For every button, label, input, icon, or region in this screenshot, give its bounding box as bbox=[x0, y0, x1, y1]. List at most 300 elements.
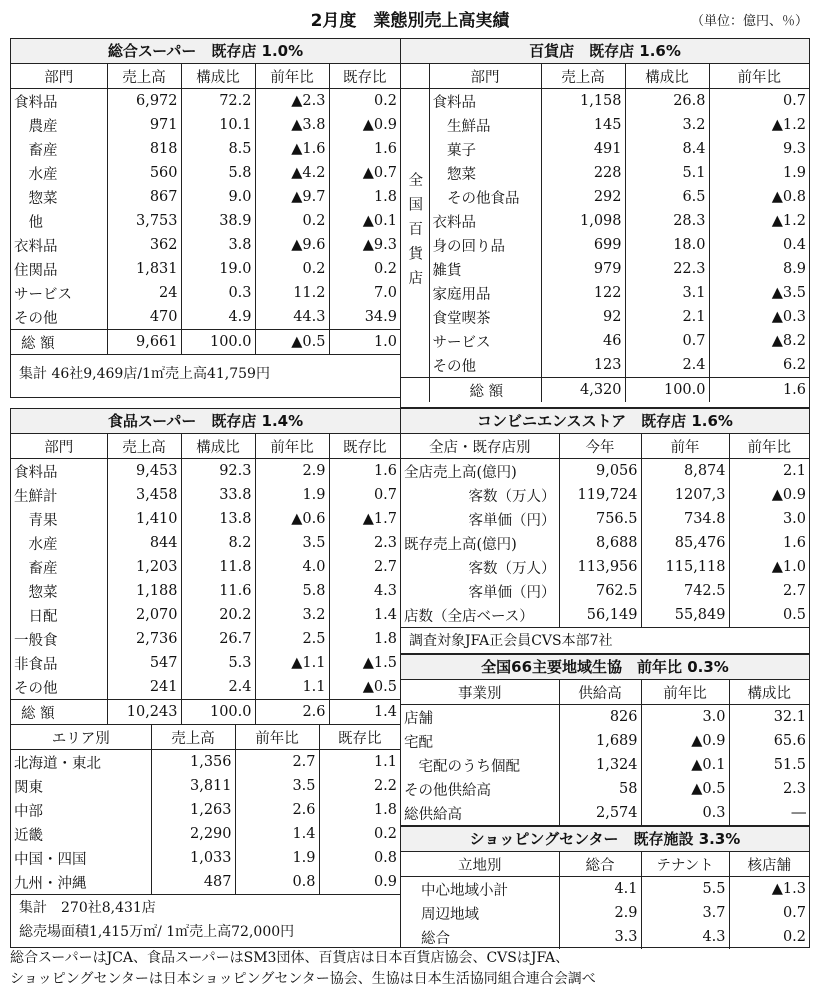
area-cell: 1,263 bbox=[151, 798, 235, 822]
area-col-header: 前年比 bbox=[235, 725, 319, 750]
sm-cell: 青果 bbox=[14, 512, 58, 529]
cvs-row bbox=[401, 555, 809, 579]
sm-cell: 2.4 bbox=[181, 675, 255, 700]
sm-cell: 92.3 bbox=[181, 459, 255, 484]
dept-cell: 6.2 bbox=[709, 353, 809, 378]
sm-cell: 2.3 bbox=[329, 531, 400, 555]
gms-total-cell: 1.0 bbox=[329, 330, 400, 355]
gms-cell: ▲3.8 bbox=[255, 113, 329, 137]
dept-cell: 123 bbox=[541, 353, 625, 378]
sm-cell: ▲1.7 bbox=[329, 507, 400, 531]
area-cell: 1.8 bbox=[319, 798, 400, 822]
gms-cell: 0.2 bbox=[329, 89, 400, 114]
cvs-cell: 9,056 bbox=[559, 459, 641, 484]
gms-cell: 衣料品 bbox=[14, 238, 58, 255]
area-cell: 2.6 bbox=[235, 798, 319, 822]
sm-cell: 2.5 bbox=[255, 627, 329, 651]
sm-note-1: 集計 270社8,431店 bbox=[19, 900, 156, 916]
sm-row bbox=[11, 483, 400, 507]
coop-cell: 51.5 bbox=[729, 753, 809, 777]
area-cell: 1.4 bbox=[235, 822, 319, 846]
dept-panel bbox=[400, 38, 810, 408]
cvs-cell: ▲1.0 bbox=[729, 555, 809, 579]
sm-cell: ▲1.5 bbox=[329, 651, 400, 675]
coop-header: 全国66主要地域生協 前年比 0.3% bbox=[401, 655, 809, 680]
dept-row bbox=[401, 185, 809, 209]
dept-cell: ▲1.2 bbox=[709, 209, 809, 233]
sc-panel bbox=[400, 826, 810, 948]
gms-cell: 10.1 bbox=[181, 113, 255, 137]
sc-cell: 0.2 bbox=[729, 925, 809, 949]
gms-cell: 0.2 bbox=[329, 257, 400, 281]
gms-cell: 7.0 bbox=[329, 281, 400, 305]
dept-header: 百貨店 既存店 1.6% bbox=[401, 39, 809, 64]
cvs-cell: 8,874 bbox=[641, 459, 729, 484]
cvs-cell: 3.0 bbox=[729, 507, 809, 531]
sm-cell: 8.2 bbox=[181, 531, 255, 555]
sm-cell: 3,458 bbox=[107, 483, 181, 507]
dept-cell: 1.9 bbox=[709, 161, 809, 185]
sm-cell: 9,453 bbox=[107, 459, 181, 484]
sc-col-header: テナント bbox=[641, 852, 729, 877]
sm-col-header: 前年比 bbox=[255, 434, 329, 459]
dept-cell: サービス bbox=[429, 329, 541, 353]
sm-panel bbox=[10, 408, 401, 948]
dept-cell: 22.3 bbox=[625, 257, 709, 281]
dept-cell: 2.4 bbox=[625, 353, 709, 378]
gms-cell: 0.2 bbox=[255, 209, 329, 233]
footer-line-2: ショッピングセンターは日本ショッピングセンター協会、生協は日本生活協同組合連合会調べ bbox=[10, 971, 596, 987]
sm-cell: 2.9 bbox=[255, 459, 329, 484]
dept-row bbox=[401, 209, 809, 233]
dept-cell: 26.8 bbox=[625, 89, 709, 114]
area-cell: 2,290 bbox=[151, 822, 235, 846]
dept-row bbox=[401, 281, 809, 305]
sm-cell: 0.7 bbox=[329, 483, 400, 507]
cvs-cell: 1.6 bbox=[729, 531, 809, 555]
area-row bbox=[11, 774, 400, 798]
sc-cell: ▲1.3 bbox=[729, 877, 809, 902]
gms-row bbox=[11, 233, 400, 257]
gms-cell: 1.8 bbox=[329, 185, 400, 209]
area-cell: 関東 bbox=[14, 779, 43, 796]
dept-cell: 122 bbox=[541, 281, 625, 305]
sc-row bbox=[401, 925, 809, 949]
cvs-cell: 756.5 bbox=[559, 507, 641, 531]
sm-cell: 3.2 bbox=[255, 603, 329, 627]
sc-col-header: 総合 bbox=[559, 852, 641, 877]
gms-cell: ▲2.3 bbox=[255, 89, 329, 114]
coop-row bbox=[401, 801, 809, 825]
coop-cell: ▲0.9 bbox=[641, 729, 729, 753]
area-row bbox=[11, 870, 400, 894]
coop-cell: 宅配 bbox=[404, 734, 433, 751]
area-col-header: 売上高 bbox=[151, 725, 235, 750]
area-cell: 487 bbox=[151, 870, 235, 894]
sm-area-table bbox=[11, 724, 400, 894]
gms-row bbox=[11, 137, 400, 161]
cvs-header: コンビニエンスストア 既存店 1.6% bbox=[401, 409, 809, 434]
coop-cell: 1,324 bbox=[559, 753, 641, 777]
gms-cell: 1,831 bbox=[107, 257, 181, 281]
coop-cell: ― bbox=[729, 801, 809, 825]
sm-row bbox=[11, 651, 400, 675]
dept-cell: 3.2 bbox=[625, 113, 709, 137]
sm-total-cell: 2.6 bbox=[255, 700, 329, 725]
area-cell: 近畿 bbox=[14, 827, 43, 844]
gms-table bbox=[11, 64, 400, 354]
cvs-row bbox=[401, 603, 809, 627]
gms-col-header: 部門 bbox=[11, 64, 107, 89]
dept-cell: 生鮮品 bbox=[429, 113, 541, 137]
sm-cell: 20.2 bbox=[181, 603, 255, 627]
gms-cell: ▲0.9 bbox=[329, 113, 400, 137]
dept-table bbox=[401, 64, 809, 402]
dept-cell: 身の回り品 bbox=[429, 233, 541, 257]
cvs-cell: 113,956 bbox=[559, 555, 641, 579]
gms-row bbox=[11, 185, 400, 209]
footer-notes bbox=[10, 948, 596, 990]
gms-cell: 3,753 bbox=[107, 209, 181, 233]
dept-row bbox=[401, 305, 809, 329]
cvs-row bbox=[401, 459, 809, 484]
sm-cell: ▲0.5 bbox=[329, 675, 400, 700]
dept-cell: 0.7 bbox=[709, 89, 809, 114]
sm-note-2: 総売場面積1,415万㎡/ 1㎡売上高72,000円 bbox=[19, 924, 295, 940]
area-cell: 0.9 bbox=[319, 870, 400, 894]
cvs-cell: 85,476 bbox=[641, 531, 729, 555]
dept-total-cell: 1.6 bbox=[709, 378, 809, 403]
dept-cell: 2.1 bbox=[625, 305, 709, 329]
sm-cell: 547 bbox=[107, 651, 181, 675]
cvs-cell: 1207,3 bbox=[641, 483, 729, 507]
coop-cell: 65.6 bbox=[729, 729, 809, 753]
dept-cell: ▲3.5 bbox=[709, 281, 809, 305]
gms-cell: 住関品 bbox=[14, 262, 58, 279]
coop-cell: 1,689 bbox=[559, 729, 641, 753]
gms-cell: サービス bbox=[14, 286, 72, 303]
dept-total-cell: 100.0 bbox=[625, 378, 709, 403]
coop-cell: 宅配のうち個配 bbox=[404, 758, 520, 775]
cvs-cell: 2.7 bbox=[729, 579, 809, 603]
sm-cell: 2.7 bbox=[329, 555, 400, 579]
sm-cell: 5.8 bbox=[255, 579, 329, 603]
sm-row bbox=[11, 507, 400, 531]
sm-cell: 1.1 bbox=[255, 675, 329, 700]
dept-side-label: 全国百貨店 bbox=[406, 171, 423, 295]
area-cell: 3.5 bbox=[235, 774, 319, 798]
sm-cell: 13.8 bbox=[181, 507, 255, 531]
area-col-header: 既存比 bbox=[319, 725, 400, 750]
sm-cell: 844 bbox=[107, 531, 181, 555]
area-cell: 中部 bbox=[14, 803, 43, 820]
sm-col-header: 部門 bbox=[11, 434, 107, 459]
gms-cell: 867 bbox=[107, 185, 181, 209]
gms-header: 総合スーパー 既存店 1.0% bbox=[11, 39, 400, 64]
area-cell: 2.7 bbox=[235, 750, 319, 775]
gms-cell: 470 bbox=[107, 305, 181, 330]
sm-cell: 非食品 bbox=[14, 656, 58, 673]
gms-cell: ▲0.1 bbox=[329, 209, 400, 233]
dept-cell: 3.1 bbox=[625, 281, 709, 305]
gms-total-cell: 9,661 bbox=[107, 330, 181, 355]
sm-cell: 1.6 bbox=[329, 459, 400, 484]
area-row bbox=[11, 846, 400, 870]
gms-cell: ▲9.3 bbox=[329, 233, 400, 257]
sm-table bbox=[11, 434, 400, 724]
sm-cell: 4.0 bbox=[255, 555, 329, 579]
area-cell: 0.8 bbox=[235, 870, 319, 894]
gms-cell: 362 bbox=[107, 233, 181, 257]
gms-row bbox=[11, 257, 400, 281]
gms-row bbox=[11, 209, 400, 233]
cvs-row bbox=[401, 507, 809, 531]
sc-table bbox=[401, 852, 809, 949]
gms-total-cell: 総 額 bbox=[11, 330, 107, 355]
dept-total-cell: 総 額 bbox=[429, 378, 541, 403]
gms-row bbox=[11, 89, 400, 114]
sm-col-header: 既存比 bbox=[329, 434, 400, 459]
cvs-cell: 56,149 bbox=[559, 603, 641, 627]
dept-total-spacer bbox=[401, 378, 429, 403]
area-cell: 1.9 bbox=[235, 846, 319, 870]
sm-cell: 一般食 bbox=[14, 632, 58, 649]
gms-row bbox=[11, 281, 400, 305]
sm-cell: 5.3 bbox=[181, 651, 255, 675]
dept-cell: ▲8.2 bbox=[709, 329, 809, 353]
coop-col-header: 構成比 bbox=[729, 680, 809, 705]
sm-cell: 生鮮計 bbox=[14, 488, 58, 505]
cvs-col-header: 前年 bbox=[641, 434, 729, 459]
gms-cell: 971 bbox=[107, 113, 181, 137]
gms-row bbox=[11, 305, 400, 330]
coop-row bbox=[401, 753, 809, 777]
dept-row bbox=[401, 137, 809, 161]
dept-row bbox=[401, 89, 809, 114]
sm-cell: 4.3 bbox=[329, 579, 400, 603]
dept-row bbox=[401, 353, 809, 378]
dept-row bbox=[401, 257, 809, 281]
coop-col-header: 供給高 bbox=[559, 680, 641, 705]
coop-cell: 826 bbox=[559, 705, 641, 730]
area-cell: 2.2 bbox=[319, 774, 400, 798]
coop-cell: 0.3 bbox=[641, 801, 729, 825]
gms-cell: 24 bbox=[107, 281, 181, 305]
dept-cell: 145 bbox=[541, 113, 625, 137]
sm-cell: 2,736 bbox=[107, 627, 181, 651]
dept-col-header: 部門 bbox=[429, 64, 541, 89]
sm-row bbox=[11, 555, 400, 579]
cvs-col-header: 今年 bbox=[559, 434, 641, 459]
gms-col-header: 前年比 bbox=[255, 64, 329, 89]
cvs-cell: ▲0.9 bbox=[729, 483, 809, 507]
sm-cell: その他 bbox=[14, 680, 58, 697]
dept-cell: 8.9 bbox=[709, 257, 809, 281]
area-cell: 中国・四国 bbox=[14, 851, 87, 868]
sc-header: ショッピングセンター 既存施設 3.3% bbox=[401, 827, 809, 852]
cvs-cell: 客単価（円） bbox=[468, 512, 556, 529]
area-cell: 3,811 bbox=[151, 774, 235, 798]
sm-cell: ▲0.6 bbox=[255, 507, 329, 531]
dept-cell: 46 bbox=[541, 329, 625, 353]
dept-cell: 雑貨 bbox=[429, 257, 541, 281]
sc-cell: 3.3 bbox=[559, 925, 641, 949]
coop-cell: ▲0.5 bbox=[641, 777, 729, 801]
dept-cell: 228 bbox=[541, 161, 625, 185]
sm-cell: 畜産 bbox=[14, 560, 58, 577]
gms-col-header: 既存比 bbox=[329, 64, 400, 89]
sm-cell: 1.4 bbox=[329, 603, 400, 627]
area-row bbox=[11, 750, 400, 775]
gms-col-header: 売上高 bbox=[107, 64, 181, 89]
gms-cell: 8.5 bbox=[181, 137, 255, 161]
sm-row bbox=[11, 603, 400, 627]
cvs-cell: 客数（万人） bbox=[468, 488, 556, 505]
area-cell: 1,033 bbox=[151, 846, 235, 870]
sm-cell: 1.8 bbox=[329, 627, 400, 651]
sm-row bbox=[11, 627, 400, 651]
coop-cell: 総供給高 bbox=[404, 806, 462, 823]
sm-cell: 水産 bbox=[14, 536, 58, 553]
dept-col-header: 構成比 bbox=[625, 64, 709, 89]
dept-cell: ▲0.3 bbox=[709, 305, 809, 329]
coop-panel bbox=[400, 654, 810, 826]
gms-cell: 34.9 bbox=[329, 305, 400, 330]
sm-total-row bbox=[11, 700, 400, 725]
dept-cell: 491 bbox=[541, 137, 625, 161]
dept-cell: 0.4 bbox=[709, 233, 809, 257]
sm-cell: 食料品 bbox=[14, 464, 58, 481]
sc-cell: 周辺地域 bbox=[421, 906, 479, 923]
gms-row bbox=[11, 113, 400, 137]
cvs-table bbox=[401, 434, 809, 627]
area-row bbox=[11, 798, 400, 822]
dept-cell: 8.4 bbox=[625, 137, 709, 161]
dept-cell: 食堂喫茶 bbox=[429, 305, 541, 329]
gms-cell: 9.0 bbox=[181, 185, 255, 209]
sm-row bbox=[11, 531, 400, 555]
gms-cell: 農産 bbox=[14, 118, 58, 135]
sm-row bbox=[11, 675, 400, 700]
sm-cell: 33.8 bbox=[181, 483, 255, 507]
gms-row bbox=[11, 161, 400, 185]
sc-col-header: 立地別 bbox=[401, 852, 559, 877]
unit-label: （単位：億円、％） bbox=[690, 14, 808, 29]
sm-header: 食品スーパー 既存店 1.4% bbox=[11, 409, 400, 434]
area-cell: 0.8 bbox=[319, 846, 400, 870]
dept-cell: 6.5 bbox=[625, 185, 709, 209]
cvs-note: 調査対象JFA正会員CVS本部7社 bbox=[401, 627, 809, 652]
sm-row bbox=[11, 459, 400, 484]
dept-cell: 食料品 bbox=[429, 89, 541, 114]
gms-cell: 11.2 bbox=[255, 281, 329, 305]
cvs-cell: 2.1 bbox=[729, 459, 809, 484]
dept-col-header: 前年比 bbox=[709, 64, 809, 89]
sc-cell: 5.5 bbox=[641, 877, 729, 902]
dept-row bbox=[401, 329, 809, 353]
coop-cell: 32.1 bbox=[729, 705, 809, 730]
area-row bbox=[11, 822, 400, 846]
sm-cell: 241 bbox=[107, 675, 181, 700]
dept-total-cell: 4,320 bbox=[541, 378, 625, 403]
coop-row bbox=[401, 777, 809, 801]
cvs-row bbox=[401, 531, 809, 555]
dept-cell: 衣料品 bbox=[429, 209, 541, 233]
sm-notes bbox=[11, 894, 400, 943]
cvs-cell: 55,849 bbox=[641, 603, 729, 627]
sc-cell: 2.9 bbox=[559, 901, 641, 925]
dept-cell: 惣菜 bbox=[429, 161, 541, 185]
gms-cell: その他 bbox=[14, 310, 58, 327]
gms-total-row bbox=[11, 330, 400, 355]
sc-row bbox=[401, 877, 809, 902]
gms-cell: 水産 bbox=[14, 166, 58, 183]
sm-cell: 1,410 bbox=[107, 507, 181, 531]
sm-total-cell: 1.4 bbox=[329, 700, 400, 725]
sm-cell: 26.7 bbox=[181, 627, 255, 651]
gms-cell: ▲9.6 bbox=[255, 233, 329, 257]
gms-panel bbox=[10, 38, 401, 398]
page-title: 2月度 業態別売上高実績 bbox=[310, 11, 510, 31]
coop-table bbox=[401, 680, 809, 825]
cvs-cell: 0.5 bbox=[729, 603, 809, 627]
sc-row bbox=[401, 901, 809, 925]
dept-cell: その他 bbox=[429, 353, 541, 378]
dept-total-row bbox=[401, 378, 809, 403]
sc-cell: 3.7 bbox=[641, 901, 729, 925]
gms-cell: 惣菜 bbox=[14, 190, 58, 207]
cvs-cell: 115,118 bbox=[641, 555, 729, 579]
cvs-row bbox=[401, 579, 809, 603]
coop-col-header: 前年比 bbox=[641, 680, 729, 705]
gms-cell: ▲1.6 bbox=[255, 137, 329, 161]
sm-col-header: 売上高 bbox=[107, 434, 181, 459]
sm-cell: 惣菜 bbox=[14, 584, 58, 601]
coop-cell: 58 bbox=[559, 777, 641, 801]
coop-cell: ▲0.1 bbox=[641, 753, 729, 777]
gms-cell: 19.0 bbox=[181, 257, 255, 281]
dept-cell: 292 bbox=[541, 185, 625, 209]
dept-row bbox=[401, 113, 809, 137]
gms-cell: 0.2 bbox=[255, 257, 329, 281]
cvs-cell: 742.5 bbox=[641, 579, 729, 603]
dept-cell: 92 bbox=[541, 305, 625, 329]
sc-col-header: 核店舗 bbox=[729, 852, 809, 877]
gms-cell: 畜産 bbox=[14, 142, 58, 159]
dept-cell: 18.0 bbox=[625, 233, 709, 257]
coop-cell: 店舗 bbox=[404, 710, 433, 727]
coop-col-header: 事業別 bbox=[401, 680, 559, 705]
dept-cell: 菓子 bbox=[429, 137, 541, 161]
cvs-cell: 762.5 bbox=[559, 579, 641, 603]
dept-cell: 5.1 bbox=[625, 161, 709, 185]
dept-row bbox=[401, 161, 809, 185]
gms-cell: 4.9 bbox=[181, 305, 255, 330]
sc-cell: 4.3 bbox=[641, 925, 729, 949]
sm-total-cell: 100.0 bbox=[181, 700, 255, 725]
dept-cell: 9.3 bbox=[709, 137, 809, 161]
sm-cell: 1,188 bbox=[107, 579, 181, 603]
sm-cell: 1,203 bbox=[107, 555, 181, 579]
gms-total-cell: ▲0.5 bbox=[255, 330, 329, 355]
sm-cell: 日配 bbox=[14, 608, 58, 625]
gms-note: 集計 46社9,469店/1㎡売上高41,759円 bbox=[11, 354, 400, 395]
gms-cell: ▲0.7 bbox=[329, 161, 400, 185]
gms-cell: 3.8 bbox=[181, 233, 255, 257]
gms-cell: 0.3 bbox=[181, 281, 255, 305]
gms-cell: 818 bbox=[107, 137, 181, 161]
sm-total-cell: 総 額 bbox=[11, 700, 107, 725]
